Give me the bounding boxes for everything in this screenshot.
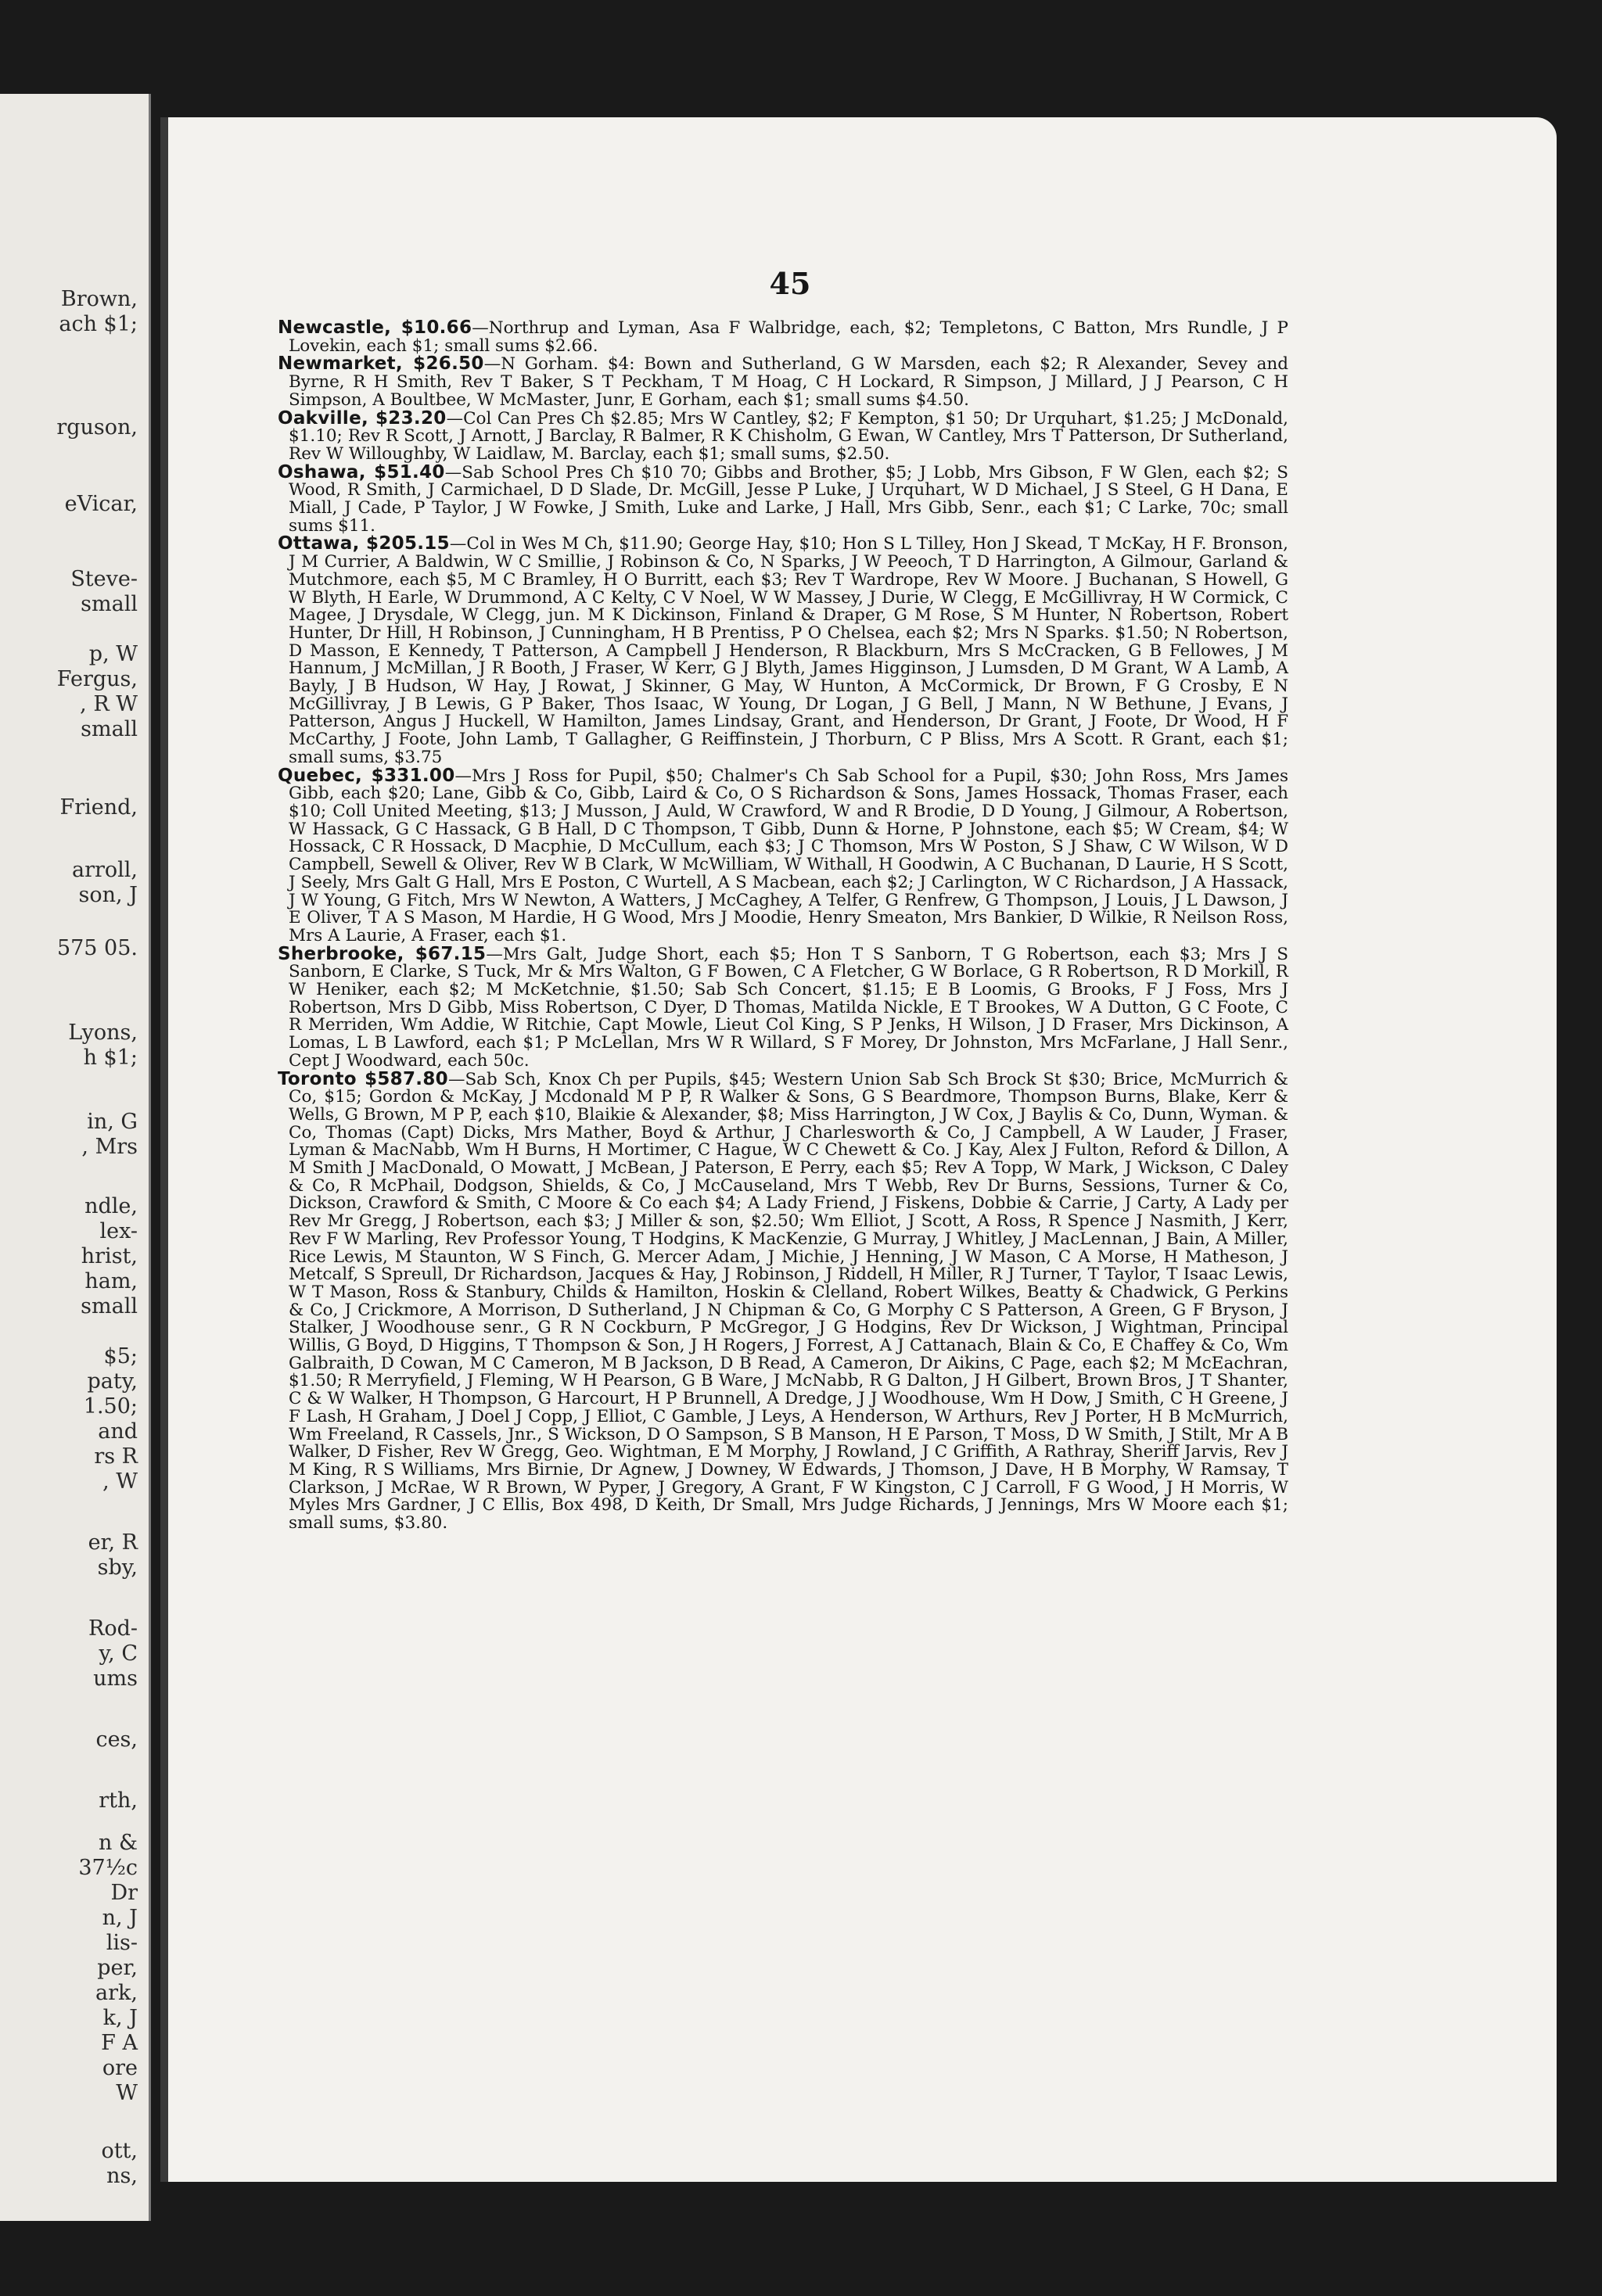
- entry-heading: Oshawa, $51.40: [278, 461, 445, 483]
- prev-page-fragment: , Mrs: [81, 1135, 138, 1159]
- entry-body: —Mrs J Ross for Pupil, $50; Chalmer's Ch Sab School for a Pupil, $30; John Ross, Mrs James Gibb, each $20; Lane, Gibb & Co, Gibb, Laird & Co, O S Richardson & Sons, James Hossack, Thomas Fraser, each $10; Coll United Meeting, $13; J Musson, J Auld, W Crawford, W and R Brodie, D D Young, J Gilmour, A Robertson, W Hassack, G C Hassack, G B Hall, D C Thompson, T Gibb, Dunn & Horne, P Johnstone, each $5; W Cream, $4; W Hossack, C R Hossack, D Macphie, D McCullum, each $3; J C Thomson, Mrs W Poston, S J Shaw, C W Wilson, W D Campbell, Sewell & Oliver, Rev W B Clark, W McWilliam, W Withall, H Goodwin, A C Buchanan, D Laurie, H S Scott, J Seely, Mrs Galt G Hall, Mrs E Poston, C Wurtell, A S Macbean, each $2; J Carlington, W C Richardson, J A Hassack, J W Young, G Fitch, Mrs W Newton, A Watters, J McCaghey, A Telfer, G Renfrew, G Thompson, J Louis, J L Dawson, J E Oliver, T A S Mason, M Hardie, H G Wood, Mrs J Moodie, Henry Smeaton, Mrs Bankier, D Wilkie, R Neilson Ross, Mrs A Laurie, A Fraser, each $1.: [289, 766, 1288, 945]
- entry-body: —Col Can Pres Ch $2.85; Mrs W Cantley, $2; F Kempton, $1 50; Dr Urquhart, $1.25; J McDonald, $1.10; Rev R Scott, J Arnott, J Barclay, R Balmer, R K Chisholm, G Ewan, W Cantley, Mrs T Patterson, Dr Sutherland, Rev W Willoughby, W Laidlaw, M. Barclay, each $1; small sums, $2.50.: [289, 408, 1288, 464]
- prev-page-fragment: Friend,: [59, 795, 138, 820]
- prev-page-fragment: ott,: [101, 2139, 138, 2163]
- document-page: [160, 117, 1557, 2182]
- prev-page-fragment: Dr: [110, 1881, 138, 1905]
- entry-body: —N Gorham. $4: Bown and Sutherland, G W Marsden, each $2; R Alexander, Sevey and Byrne, R H Smith, Rev T Baker, S T Peckham, T M Hoag, C H Lockard, R Simpson, J Millard, J J Pearson, C H Simpson, A Boultbee, W McMaster, Junr, E Gorham, each $1; small sums $4.50.: [289, 354, 1289, 410]
- prev-page-fragment: F A: [101, 2031, 138, 2055]
- prev-page-fragment: $5;: [103, 1344, 138, 1369]
- page-number: 45: [769, 266, 811, 301]
- prev-page-fragment: 1.50;: [83, 1394, 138, 1419]
- prev-page-fragment: rs R: [94, 1444, 138, 1469]
- entry-heading: Oakville, $23.20: [278, 407, 447, 429]
- previous-page-edge: [0, 94, 151, 2221]
- prev-page-fragment: 575 05.: [56, 936, 138, 960]
- prev-page-fragment: ns,: [106, 2164, 138, 2188]
- entry-heading: Sherbrooke, $67.15: [278, 943, 487, 964]
- prev-page-fragment: 37½c: [78, 1856, 138, 1880]
- entry-sherbrooke: [278, 945, 1288, 1071]
- prev-page-fragment: small: [81, 592, 138, 616]
- prev-page-fragment: ach $1;: [59, 312, 138, 336]
- prev-page-fragment: per,: [97, 1956, 138, 1980]
- prev-page-fragment: small: [81, 1294, 138, 1318]
- prev-page-fragment: sby,: [97, 1555, 138, 1580]
- prev-page-fragment: , R W: [80, 692, 138, 716]
- prev-page-fragment: lex-: [99, 1219, 138, 1243]
- prev-page-fragment: ums: [93, 1666, 138, 1691]
- prev-page-fragment: paty,: [87, 1369, 138, 1394]
- prev-page-fragment: y, C: [99, 1641, 138, 1666]
- entry-toronto: [278, 1068, 1288, 1534]
- prev-page-fragment: rguson,: [56, 415, 138, 439]
- prev-page-fragment: p, W: [88, 642, 138, 666]
- prev-page-fragment: Lyons,: [68, 1021, 138, 1045]
- prev-page-fragment: and: [98, 1419, 138, 1444]
- prev-page-fragment: in, G: [87, 1110, 138, 1134]
- prev-page-fragment: rth,: [99, 1788, 138, 1813]
- prev-page-fragment: ore: [102, 2056, 138, 2080]
- prev-page-fragment: son, J: [78, 883, 138, 907]
- entry-oshawa: [278, 461, 1288, 536]
- entry-body: —Sab Sch, Knox Ch per Pupils, $45; Western Union Sab Sch Brock St $30; Brice, McMurrich & Co, $15; Gordon & McKay, J Mcdonald M P P, R Walker & Sons, G S Beardmore, Thompson Burns, Blake, Kerr & Wells, G Brown, M P P, each $10, Blaikie & Alexander, $8; Miss Harrington, J W Cox, J Baylis & Co, Dunn, Wyman. & Co, Thomas (Capt) Dicks, Mrs Mather, Boyd & Arthur, J Charlesworth & Co, J Campbell, A W Lauder, J Fraser, Lyman & MacNabb, Wm H Burns, H Mortimer, C Hague, W C Chewett & Co. J Kay, Alex J Fulton, Reford & Dillon, A M Smith J MacDonald, O Mowatt, J McBean, J Paterson, E Perry, each $5; Rev A Topp, W Mark, J Wickson, C Daley & Co, R McPhail, Dodgson, Shields, & Co, J McCauseland, Mrs T Webb, Rev Dr Burns, Sessions, Turner & Co, Dickson, Crawford & Smith, C Moore & Co each $4; A Lady Friend, J Fiskens, Dobbie & Carrie, J Carty, A Lady per Rev Mr Gregg, J Robertson, each $3; J Miller & son, $2.50; Wm Elliot, J Scott, A Ross, R Spence J Nasmith, J Kerr, Rev F W Marling, Rev Professor Young, T Hodgins, K MacKenzie, G Murray, J Whitley, J MacLennan, J Bain, A Miller, Rice Lewis, M Staunton, W S Finch, G. Mercer Adam, J Michie, J Henning, J W Mason, C A Morse, H Matheson, J Metcalf, S Spreull, Dr Richardson, Jacques & Hay, J Robinson, J Riddell, H Miller, R J Turner, T Taylor, T Isaac Lewis, W T Mason, Ross & Stanbury, Childs & Hamilton, Hoskin & Clelland, Robert Wilkes, Beatty & Chadwick, G Perkins & Co, J Crickmore, A Morrison, D Sutherland, J N Chipman & Co, G Morphy C S Patterson, A Green, G F Bryson, J Stalker, J Woodhouse senr., G R N Cockburn, P McGregor, J G Hodgins, Rev Dr Wickson, J Wightman, Principal Willis, G Boyd, D Higgins, T Thompson & Son, J H Rogers, J Forrest, A J Cattanach, Blain & Co, E Chaffey & Co, Wm Galbraith, D Cowan, M C Cameron, M B Jackson, D B Read, A Cameron, Dr Aikins, C Page, each $2; M McEachran, $1.50; R Merryfield, J Fleming, W H Pearson, G B Ware, J McNabb, R G Dalton, J H Gilbert, Brown Bros, J T Shanter, C & W Walker, H Thompson, G Harcourt, H P Brunnell, A Dredge, J J Woodhouse, Wm H Dow, J Smith, C H Greene, J F Lash, H Graham, J Doel J Copp, J Elliot, C Gamble, J Leys, A Henderson, W Arthurs, Rev J Porter, H B McMurrich, Wm Freeland, R Cassels, Jnr., S Wickson, D O Sampson, S B Manson, H E Parson, T Moss, D W Smith, J Stilt, Mr A B Walker, D Fisher, Rev W Gregg, Geo. Wightman, E M Morphy, J Rowland, J C Griffith, A Rathray, Sheriff Jarvis, Rev J M King, R S Williams, Mrs Birnie, Dr Agnew, J Downey, W Edwards, J Thomson, J Dave, H B Morphy, W Ramsay, T Clarkson, J McRae, W R Brown, W Pyper, J Gregory, A Grant, F W Kingston, C J Carroll, F G Wood, J H Morris, W Myles Mrs Gardner, J C Ellis, Box 498, D Keith, Dr Small, Mrs Judge Richards, J Jennings, Mrs W Moore each $1; small sums, $3.80.: [289, 1069, 1288, 1534]
- contribution-list: [278, 319, 1288, 1533]
- prev-page-fragment: hrist,: [81, 1244, 138, 1268]
- prev-page-fragment: n, J: [102, 1906, 138, 1930]
- prev-page-fragment: Brown,: [60, 287, 138, 311]
- prev-page-fragment: ham,: [84, 1269, 138, 1293]
- prev-page-fragment: Steve-: [70, 567, 138, 591]
- entry-body: —Mrs Galt, Judge Short, each $5; Hon T S Sanborn, T G Robertson, each $3; Mrs J S Sanborn, E Clarke, S Tuck, Mr & Mrs Walton, G F Bowen, C A Fletcher, G W Borlace, G R Robertson, R D Morkill, R W Heniker, each $2; M McKetchnie, $1.50; Sab Sch Concert, $1.15; E B Loomis, G Brooks, F J Foss, Mrs J Robertson, Mrs D Gibb, Miss Robertson, C Dyer, D Thomas, Matilda Nickle, E T Brookes, W A Dutton, G C Foote, C R Merriden, Wm Addie, W Ritchie, Capt Mowle, Lieut Col King, S P Jenks, H Wilson, J D Fraser, Mrs Dickinson, A Lomas, L B Lawford, each $1; P McLellan, Mrs W R Willard, S F Morey, Dr Johnston, Mrs McFarlane, J Hall Senr., Cept J Woodward, each 50c.: [289, 944, 1289, 1071]
- entry-quebec: [278, 767, 1288, 945]
- entry-heading: Toronto $587.80: [278, 1068, 448, 1089]
- prev-page-fragment: Fergus,: [56, 667, 138, 691]
- prev-page-fragment: er, R: [88, 1530, 138, 1555]
- entry-newcastle: [278, 319, 1288, 355]
- prev-page-fragment: arroll,: [71, 858, 138, 882]
- prev-page-fragment: Rod-: [88, 1616, 138, 1641]
- prev-page-fragment: ndle,: [84, 1194, 138, 1218]
- entry-heading: Newcastle, $10.66: [278, 317, 472, 338]
- entry-ottawa: [278, 535, 1288, 766]
- entry-heading: Ottawa, $205.15: [278, 533, 450, 554]
- prev-page-fragment: h $1;: [83, 1046, 138, 1070]
- entry-heading: Quebec, $331.00: [278, 765, 455, 786]
- prev-page-fragment: small: [81, 717, 138, 741]
- prev-page-fragment: lis-: [106, 1931, 138, 1955]
- prev-page-fragment: eVicar,: [64, 492, 138, 516]
- prev-page-fragment: ces,: [95, 1727, 138, 1752]
- entry-body: —Northrup and Lyman, Asa F Walbridge, each, $2; Templetons, C Batton, Mrs Rundle, J P Lovekin, each $1; small sums $2.66.: [289, 318, 1288, 356]
- entry-oakville: [278, 407, 1288, 464]
- entry-body: —Col in Wes M Ch, $11.90; George Hay, $10; Hon S L Tilley, Hon J Skead, T McKay, H F. Bronson, J M Currier, A Baldwin, W C Smillie, J Robinson & Co, N Sparks, J W Peeoch, T D Harrington, A Gilmour, Garland & Mutchmore, each $5, M C Bramley, H O Burritt, each $3; Rev T Wardrope, Rev W Moore. J Buchanan, S Howell, G W Blyth, H Earle, W Drummond, A C Kelty, C V Noel, W W Massey, J Durie, W Clegg, E McGillivray, H W Cormick, C Magee, J Drysdale, W Clegg, jun. M K Dickinson, Finland & Draper, G M Rose, S M Hunter, N Robertson, Robert Hunter, Dr Hill, H Robinson, J Cunningham, H B Prentiss, P O Chelsea, each $2; Mrs N Sparks. $1.50; N Robertson, D Masson, E Kennedy, T Patterson, A Campbell J Henderson, R Blackburn, Mrs S McCracken, G B Fellowes, J M Hannum, J McMillan, J R Booth, J Fraser, W Kerr, G J Blyth, James Higginson, J Lumsden, D M Grant, W A Lamb, A Bayly, J B Hudson, W Hay, J Rowat, J Skinner, G May, W Hunton, A McCormick, Dr Brown, F G Crosby, E N McGillivray, J B Lewis, G P Baker, Thos Isaac, W Young, Dr Logan, J G Bell, J Mann, N W Bethune, J Evans, J Patterson, Angus J Huckell, W Hamilton, James Lindsay, Grant, and Henderson, Dr Grant, J Foote, Dr Wood, H F McCarthy, J Foote, John Lamb, T Gallagher, G Reiffinstein, J Thorburn, C P Bliss, Mrs A Scott. R Grant, each $1; small sums, $3.75: [289, 534, 1288, 767]
- prev-page-fragment: , W: [102, 1469, 138, 1494]
- entry-newmarket: [278, 355, 1288, 409]
- prev-page-fragment: n &: [98, 1831, 138, 1855]
- entry-heading: Newmarket, $26.50: [278, 353, 484, 375]
- prev-page-fragment: W: [116, 2081, 138, 2105]
- entry-body: —Sab School Pres Ch $10 70; Gibbs and Brother, $5; J Lobb, Mrs Gibson, F W Glen, each $2; S Wood, R Smith, J Carmichael, D D Slade, Dr. McGill, Jesse P Luke, J Urquhart, W D Michael, J S Steel, G H Dana, E Miall, J Cade, P Taylor, J W Fowke, J Smith, Luke and Larke, J Hall, Mrs Gibb, Senr., each $1; C Larke, 70c; small sums $11.: [289, 462, 1288, 536]
- prev-page-fragment: ark,: [95, 1981, 138, 2005]
- prev-page-fragment: k, J: [102, 2006, 138, 2030]
